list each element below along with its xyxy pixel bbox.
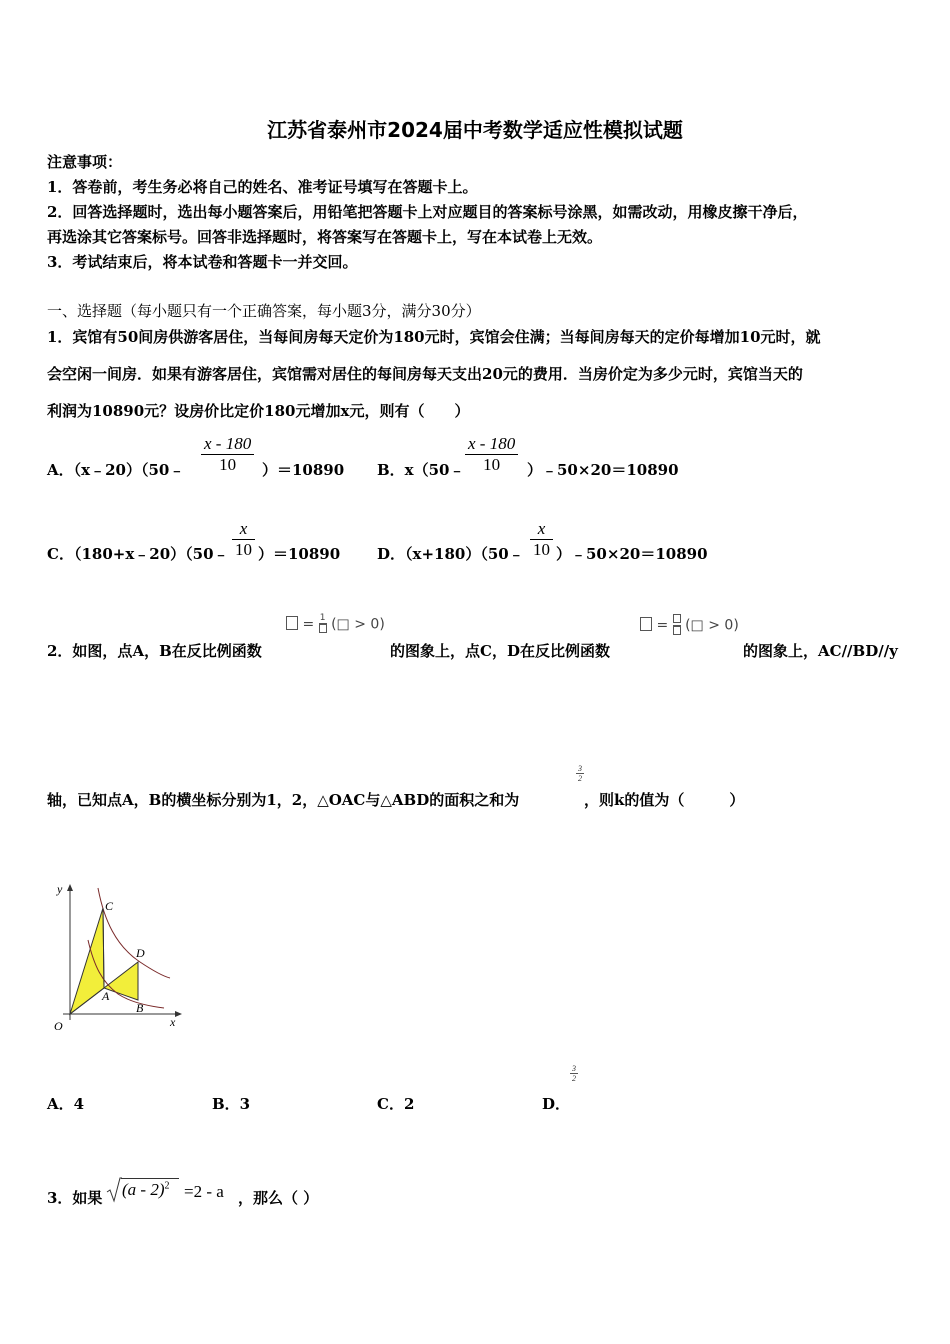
- formula-2-domain: (□ > 0): [685, 617, 739, 634]
- fraction-numerator: x: [537, 519, 546, 538]
- q2-option-d[interactable]: D．: [542, 1095, 571, 1113]
- function-placeholder-icon: [640, 617, 652, 631]
- q2-option-d-fraction: [570, 1064, 578, 1083]
- q2-formula-1: = 1 (□ > 0): [286, 614, 385, 635]
- q2-option-a[interactable]: A．4: [47, 1095, 85, 1113]
- q2-line-2-tail: ，则k的值为（ ）: [584, 791, 745, 809]
- point-b-label: B: [136, 1001, 144, 1015]
- denominator-placeholder-icon: [673, 626, 681, 635]
- q2-line-1-part-1: 2．如图，点A，B在反比例函数: [47, 642, 262, 660]
- q2-line-1-part-3: 的图象上，AC//BD//y: [743, 642, 898, 660]
- y-axis-arrow: [67, 884, 73, 891]
- q3-suffix: ，那么（ ）: [238, 1189, 319, 1207]
- point-d-label: D: [136, 946, 145, 960]
- notice-item-1: 1．答卷前，考生务必将自己的姓名、准考证号填写在答题卡上。: [47, 178, 478, 196]
- origin-label: O: [54, 1019, 63, 1033]
- q1-line-1: 1．宾馆有50间房供游客居住，当每间房每天定价为180元时，宾馆会住满；当每间房每天的定价每增加10元时，就: [47, 328, 821, 346]
- denominator-placeholder-icon: [319, 624, 327, 633]
- q3-prefix: 3．如果: [47, 1189, 103, 1207]
- q1-option-d-tail: ）﹣50×20＝10890: [556, 545, 708, 563]
- q1-line-3: 利润为10890元？设房价比定价180元增加x元，则有（ ）: [47, 402, 470, 420]
- q2-line-1-part-2: 的图象上，点C，D在反比例函数: [390, 642, 610, 660]
- q1-option-b-fraction: [465, 434, 518, 475]
- sqrt-radicand: (a - 2): [122, 1180, 165, 1199]
- q1-option-c-fraction: [232, 519, 255, 560]
- q2-graph: [48, 880, 188, 1040]
- notice-item-3: 3．考试结束后，将本试卷和答题卡一并交回。: [47, 253, 358, 271]
- q2-area-fraction: [576, 764, 584, 783]
- q2-formula-2: = (□ > 0): [640, 614, 739, 637]
- fraction-denominator: 2: [572, 1074, 576, 1083]
- x-axis-label: x: [170, 1015, 176, 1029]
- notice-heading: 注意事项：: [47, 153, 123, 171]
- fraction-denominator: 10: [465, 454, 518, 475]
- sqrt-exponent: 2: [164, 1180, 170, 1192]
- section-heading: 一、选择题（每小题只有一个正确答案，每小题3分，满分30分）: [47, 302, 481, 320]
- sqrt-overline: [121, 1178, 179, 1179]
- q1-option-c-tail: ）＝10890: [258, 545, 341, 563]
- q1-option-a-fraction: [201, 434, 254, 475]
- x-axis-arrow: [175, 1011, 182, 1017]
- fraction-denominator: 10: [530, 539, 553, 560]
- sqrt-sign-icon: [106, 1176, 122, 1204]
- q1-option-d[interactable]: D．（x+180）（50﹣: [377, 545, 524, 563]
- fraction-denominator: 10: [201, 454, 254, 475]
- q1-option-d-fraction: [530, 519, 553, 560]
- q3-equation-rhs: =2 - a: [184, 1182, 224, 1201]
- function-placeholder-icon: [286, 616, 298, 630]
- q1-option-c[interactable]: C．（180+x﹣20）（50﹣: [47, 545, 229, 563]
- fraction-denominator: 10: [232, 539, 255, 560]
- q2-option-b[interactable]: B．3: [212, 1095, 251, 1113]
- fraction-numerator: 3: [578, 764, 582, 773]
- fraction-denominator: 2: [578, 774, 582, 783]
- q2-line-2: 轴，已知点A，B的横坐标分别为1，2，△OAC与△ABD的面积之和为: [47, 791, 520, 809]
- notice-item-2: 2．回答选择题时，选出每小题答案后，用铅笔把答题卡上对应题目的答案标号涂黑，如需改动，用橡皮擦干净后，: [47, 203, 808, 221]
- q2-option-c[interactable]: C．2: [377, 1095, 415, 1113]
- q1-option-b[interactable]: B．x（50﹣: [377, 461, 465, 479]
- fraction-numerator: x - 180: [204, 434, 252, 453]
- q1-option-a-tail: ）＝10890: [262, 461, 345, 479]
- q1-option-a[interactable]: A．（x﹣20）（50﹣: [47, 461, 185, 479]
- fraction-numerator: 3: [572, 1064, 576, 1073]
- fraction-numerator: x - 180: [468, 434, 516, 453]
- point-a-label: A: [102, 989, 110, 1003]
- q1-line-2: 会空闲一间房．如果有游客居住，宾馆需对居住的每间房每天支出20元的费用．当房价定为多少元时，宾馆当天的: [47, 365, 803, 383]
- q3-sqrt-inner: [122, 1180, 169, 1200]
- notice-item-2-cont: 再选涂其它答案标号。回答非选择题时，将答案写在答题卡上，写在本试卷上无效。: [47, 228, 603, 246]
- page-title: 江苏省泰州市2024届中考数学适应性模拟试题: [267, 118, 683, 142]
- formula-1-domain: (□ > 0): [331, 616, 385, 633]
- fraction-numerator: x: [239, 519, 248, 538]
- numerator-placeholder-icon: [673, 614, 681, 623]
- point-c-label: C: [105, 899, 114, 913]
- q1-option-b-tail: ）﹣50×20＝10890: [527, 461, 679, 479]
- y-axis-label: y: [57, 882, 63, 896]
- formula-1-numerator: 1: [319, 613, 326, 623]
- triangle-oac: [70, 908, 104, 1014]
